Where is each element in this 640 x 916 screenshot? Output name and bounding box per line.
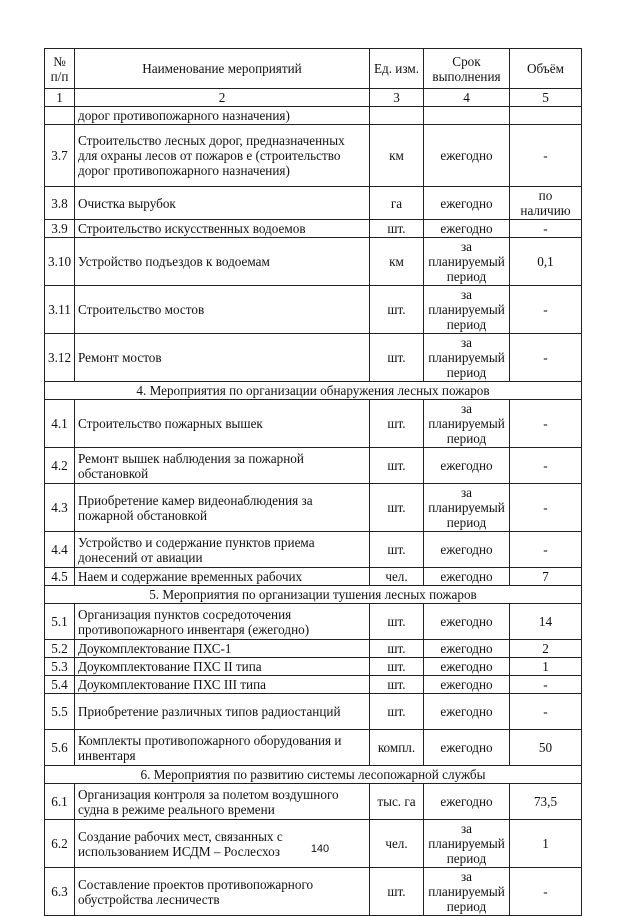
row-volume: - (510, 532, 582, 568)
row-name: Строительство искусственных водоемов (75, 220, 370, 238)
index-cell: 5 (510, 89, 582, 107)
table-row (45, 532, 582, 568)
row-unit: шт. (370, 640, 424, 658)
row-number: 6.2 (45, 820, 75, 868)
row-number: 3.9 (45, 220, 75, 238)
header-unit: Ед. изм. (370, 49, 424, 89)
table-row (45, 484, 582, 532)
row-number: 5.1 (45, 604, 75, 640)
row-name: Составление проектов противопожарного обустройства лесничеств (75, 868, 370, 916)
table-row (45, 334, 582, 382)
row-term: ежегодно (424, 568, 510, 586)
row-volume: 73,5 (510, 784, 582, 820)
page-number: 140 (310, 843, 330, 855)
row-number (45, 107, 75, 125)
row-number: 4.5 (45, 568, 75, 586)
row-name: Приобретение различных типов радиостанций (75, 694, 370, 730)
section-title: 6. Мероприятия по развитию системы лесопожарной службы (45, 766, 582, 784)
row-number: 3.10 (45, 238, 75, 286)
table-row (45, 220, 582, 238)
row-name: Устройство подъездов к водоемам (75, 238, 370, 286)
row-number: 4.4 (45, 532, 75, 568)
row-unit: шт. (370, 604, 424, 640)
row-volume: - (510, 286, 582, 334)
row-number: 3.7 (45, 125, 75, 187)
row-unit: шт. (370, 658, 424, 676)
table-body (45, 49, 582, 916)
row-unit: га (370, 187, 424, 220)
table-row (45, 640, 582, 658)
row-term: за планируемый период (424, 400, 510, 448)
row-number: 4.1 (45, 400, 75, 448)
row-volume: - (510, 484, 582, 532)
row-name: Очистка вырубок (75, 187, 370, 220)
index-cell: 4 (424, 89, 510, 107)
row-volume: - (510, 448, 582, 484)
row-number: 6.3 (45, 868, 75, 916)
table-row (45, 107, 582, 125)
row-volume (510, 107, 582, 125)
row-term: за планируемый период (424, 820, 510, 868)
header-volume: Объём (510, 49, 582, 89)
row-term: ежегодно (424, 730, 510, 766)
table-row (45, 448, 582, 484)
header-name: Наименование мероприятий (75, 49, 370, 89)
row-term: ежегодно (424, 658, 510, 676)
table-header-row (45, 49, 582, 89)
table-row (45, 676, 582, 694)
row-term: ежегодно (424, 125, 510, 187)
index-cell: 1 (45, 89, 75, 107)
table-row (45, 125, 582, 187)
row-name: Строительство лесных дорог, предназначенных для охраны лесов от пожаров е (строительство дорог противопожарного назначения) (75, 125, 370, 187)
row-term: ежегодно (424, 220, 510, 238)
table-row (45, 286, 582, 334)
row-name: Устройство и содержание пунктов приема донесений от авиации (75, 532, 370, 568)
table-row (45, 568, 582, 586)
measures-table (44, 48, 582, 916)
row-unit: км (370, 125, 424, 187)
row-unit: тыс. га (370, 784, 424, 820)
table-row (45, 400, 582, 448)
row-number: 3.12 (45, 334, 75, 382)
row-term: ежегодно (424, 694, 510, 730)
row-term: ежегодно (424, 448, 510, 484)
row-term: ежегодно (424, 532, 510, 568)
row-number: 6.1 (45, 784, 75, 820)
row-unit (370, 107, 424, 125)
table-row (45, 658, 582, 676)
row-unit: компл. (370, 730, 424, 766)
index-cell: 2 (75, 89, 370, 107)
section-title: 5. Мероприятия по организации тушения лесных пожаров (45, 586, 582, 604)
row-term: за планируемый период (424, 334, 510, 382)
row-unit: шт. (370, 448, 424, 484)
section-row (45, 382, 582, 400)
table-row (45, 238, 582, 286)
row-name: Организация пунктов сосредоточения противопожарного инвентаря (ежегодно) (75, 604, 370, 640)
row-number: 5.5 (45, 694, 75, 730)
row-number: 5.6 (45, 730, 75, 766)
row-term: ежегодно (424, 784, 510, 820)
row-name: Доукомплектование ПХС III типа (75, 676, 370, 694)
row-volume: по наличию (510, 187, 582, 220)
row-name: Ремонт мостов (75, 334, 370, 382)
row-unit: шт. (370, 532, 424, 568)
header-num: № п/п (45, 49, 75, 89)
row-number: 4.3 (45, 484, 75, 532)
row-name: Приобретение камер видеонаблюдения за пожарной обстановкой (75, 484, 370, 532)
row-unit: чел. (370, 820, 424, 868)
row-term: за планируемый период (424, 286, 510, 334)
row-term (424, 107, 510, 125)
row-term: ежегодно (424, 187, 510, 220)
row-volume: 1 (510, 820, 582, 868)
row-term: за планируемый период (424, 484, 510, 532)
row-unit: шт. (370, 484, 424, 532)
row-name: Доукомплектование ПХС-1 (75, 640, 370, 658)
row-volume: - (510, 220, 582, 238)
row-name: Доукомплектование ПХС II типа (75, 658, 370, 676)
table-row (45, 730, 582, 766)
row-number: 3.8 (45, 187, 75, 220)
row-volume: 2 (510, 640, 582, 658)
section-row (45, 586, 582, 604)
row-unit: шт. (370, 868, 424, 916)
row-volume: 7 (510, 568, 582, 586)
table-row (45, 187, 582, 220)
row-unit: чел. (370, 568, 424, 586)
row-unit: км (370, 238, 424, 286)
section-title: 4. Мероприятия по организации обнаружения лесных пожаров (45, 382, 582, 400)
row-volume: 50 (510, 730, 582, 766)
row-volume: - (510, 334, 582, 382)
header-term: Срок выполнения (424, 49, 510, 89)
row-name: Организация контроля за полетом воздушного судна в режиме реального времени (75, 784, 370, 820)
section-row (45, 766, 582, 784)
row-number: 5.4 (45, 676, 75, 694)
row-volume: - (510, 694, 582, 730)
row-number: 5.2 (45, 640, 75, 658)
row-name: Строительство мостов (75, 286, 370, 334)
row-number: 4.2 (45, 448, 75, 484)
row-number: 3.11 (45, 286, 75, 334)
row-volume: - (510, 125, 582, 187)
table-row (45, 868, 582, 916)
row-volume: 0,1 (510, 238, 582, 286)
row-name: Наем и содержание временных рабочих (75, 568, 370, 586)
row-volume: 1 (510, 658, 582, 676)
row-volume: 14 (510, 604, 582, 640)
table-row (45, 784, 582, 820)
row-name: Ремонт вышек наблюдения за пожарной обстановкой (75, 448, 370, 484)
row-name: Комплекты противопожарного оборудования и инвентаря (75, 730, 370, 766)
row-term: ежегодно (424, 640, 510, 658)
row-unit: шт. (370, 676, 424, 694)
row-name: Строительство пожарных вышек (75, 400, 370, 448)
row-unit: шт. (370, 286, 424, 334)
row-volume: - (510, 400, 582, 448)
row-unit: шт. (370, 334, 424, 382)
row-name: Создание рабочих мест, связанных с использованием ИСДМ – Рослесхоз (75, 820, 370, 868)
row-volume: - (510, 676, 582, 694)
row-term: за планируемый период (424, 868, 510, 916)
row-name: дорог противопожарного назначения) (75, 107, 370, 125)
row-unit: шт. (370, 694, 424, 730)
row-volume: - (510, 868, 582, 916)
row-unit: шт. (370, 400, 424, 448)
table-row (45, 694, 582, 730)
row-term: ежегодно (424, 604, 510, 640)
column-index-row (45, 89, 582, 107)
row-unit: шт. (370, 220, 424, 238)
row-term: ежегодно (424, 676, 510, 694)
row-term: за планируемый период (424, 238, 510, 286)
table-row (45, 604, 582, 640)
row-number: 5.3 (45, 658, 75, 676)
index-cell: 3 (370, 89, 424, 107)
